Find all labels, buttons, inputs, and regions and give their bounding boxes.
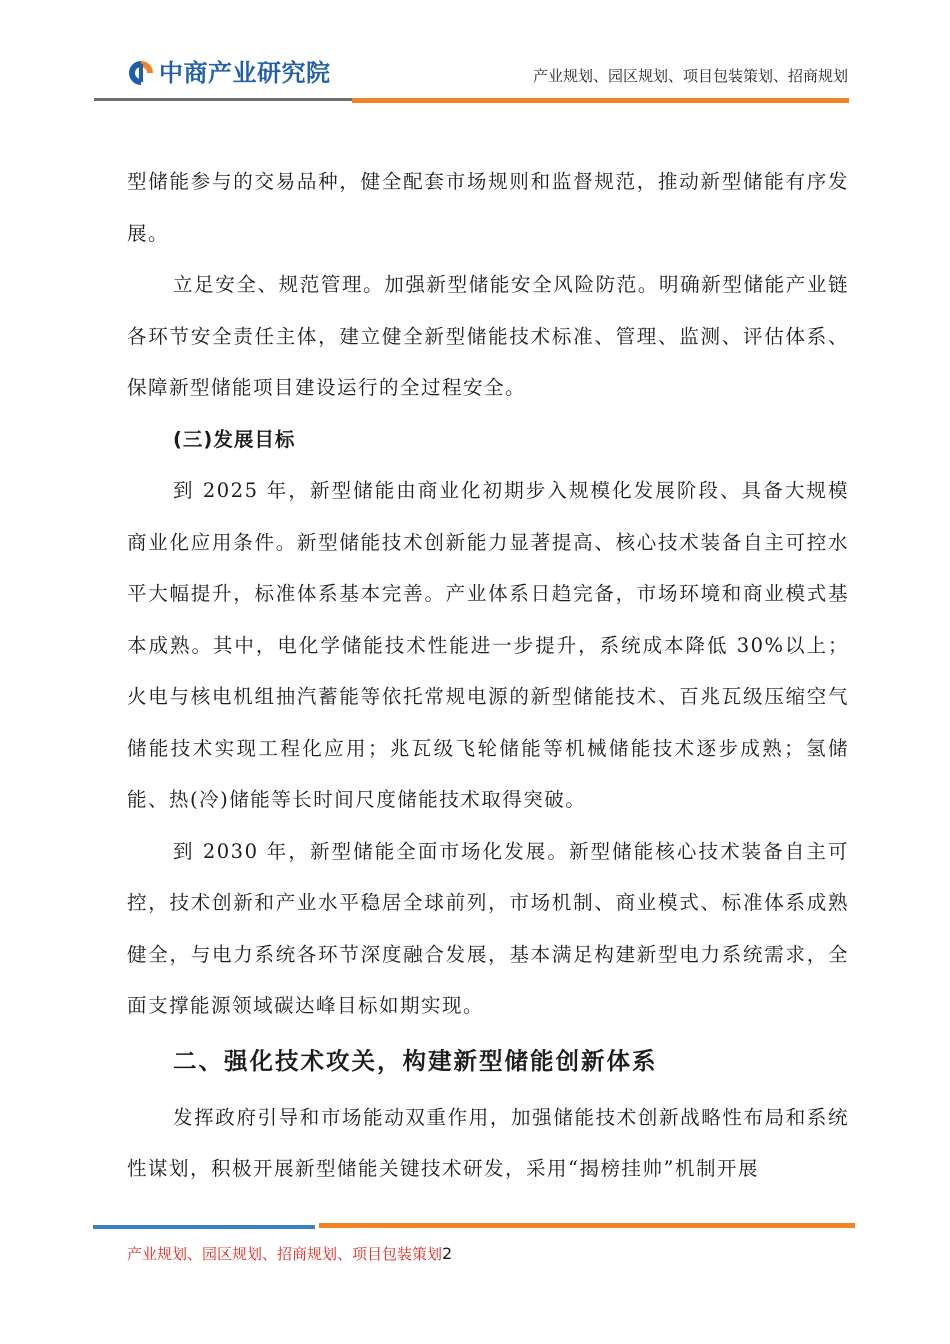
logo-mark-icon	[126, 58, 156, 88]
footer-divider-blue	[93, 1225, 315, 1229]
paragraph-safety: 立足安全、规范管理。加强新型储能安全风险防范。明确新型储能产业链各环节安全责任主体，建立健全新型储能技术标准、管理、监测、评估体系、保障新型储能项目建设运行的全过程安全。	[127, 273, 849, 399]
paragraph-2030-goals: 到 2030 年，新型储能全面市场化发展。新型储能核心技术装备自主可控，技术创新和产业水平稳居全球前列，市场机制、商业模式、标准体系成熟健全，与电力系统各环节深度融合发展，基本满足构建新型电力系统需求，全面支撑能源领域碳达峰目标如期实现。	[127, 839, 849, 1017]
paragraph-continuation: 型储能参与的交易品种，健全配套市场规则和监督规范，推动新型储能有序发展。	[127, 170, 849, 245]
footer-divider-orange	[319, 1223, 855, 1228]
page-header	[0, 0, 950, 110]
document-body	[127, 156, 849, 1195]
header-tagline: 产业规划、园区规划、项目包装策划、招商规划	[532, 67, 848, 85]
footer-tagline: 产业规划、园区规划、招商规划、项目包装策划	[127, 1245, 443, 1263]
header-divider-orange	[352, 98, 849, 103]
page-number: 2	[442, 1244, 453, 1263]
header-divider-gray	[94, 98, 352, 101]
section-title-innovation: 二、强化技术攻关，构建新型储能创新体系	[173, 1046, 658, 1075]
company-logo	[126, 58, 331, 88]
paragraph-2025-goals: 到 2025 年，新型储能由商业化初期步入规模化发展阶段、具备大规模商业化应用条件。新型储能技术创新能力显著提高、核心技术装备自主可控水平大幅提升，标准体系基本完善。产业体系日趋完备，市场环境和商业模式基本成熟。其中，电化学储能技术性能进一步提升，系统成本降低 30%以上；火电与核电机组抽汽蓄能等依托常规电源的新型储能技术、百兆瓦级压缩空气储能技术实现工程化应用；兆瓦级飞轮储能等机械储能技术逐步成熟；氢储能、热(冷)储能等长时间尺度储能技术取得突破。	[127, 479, 849, 811]
page-footer	[127, 1243, 452, 1265]
logo-text: 中商产业研究院	[159, 59, 331, 87]
subheading-goals: (三)发展目标	[173, 427, 296, 451]
paragraph-innovation: 发挥政府引导和市场能动双重作用，加强储能技术创新战略性布局和系统性谋划，积极开展新型储能关键技术研发，采用“揭榜挂帅”机制开展	[127, 1105, 849, 1180]
